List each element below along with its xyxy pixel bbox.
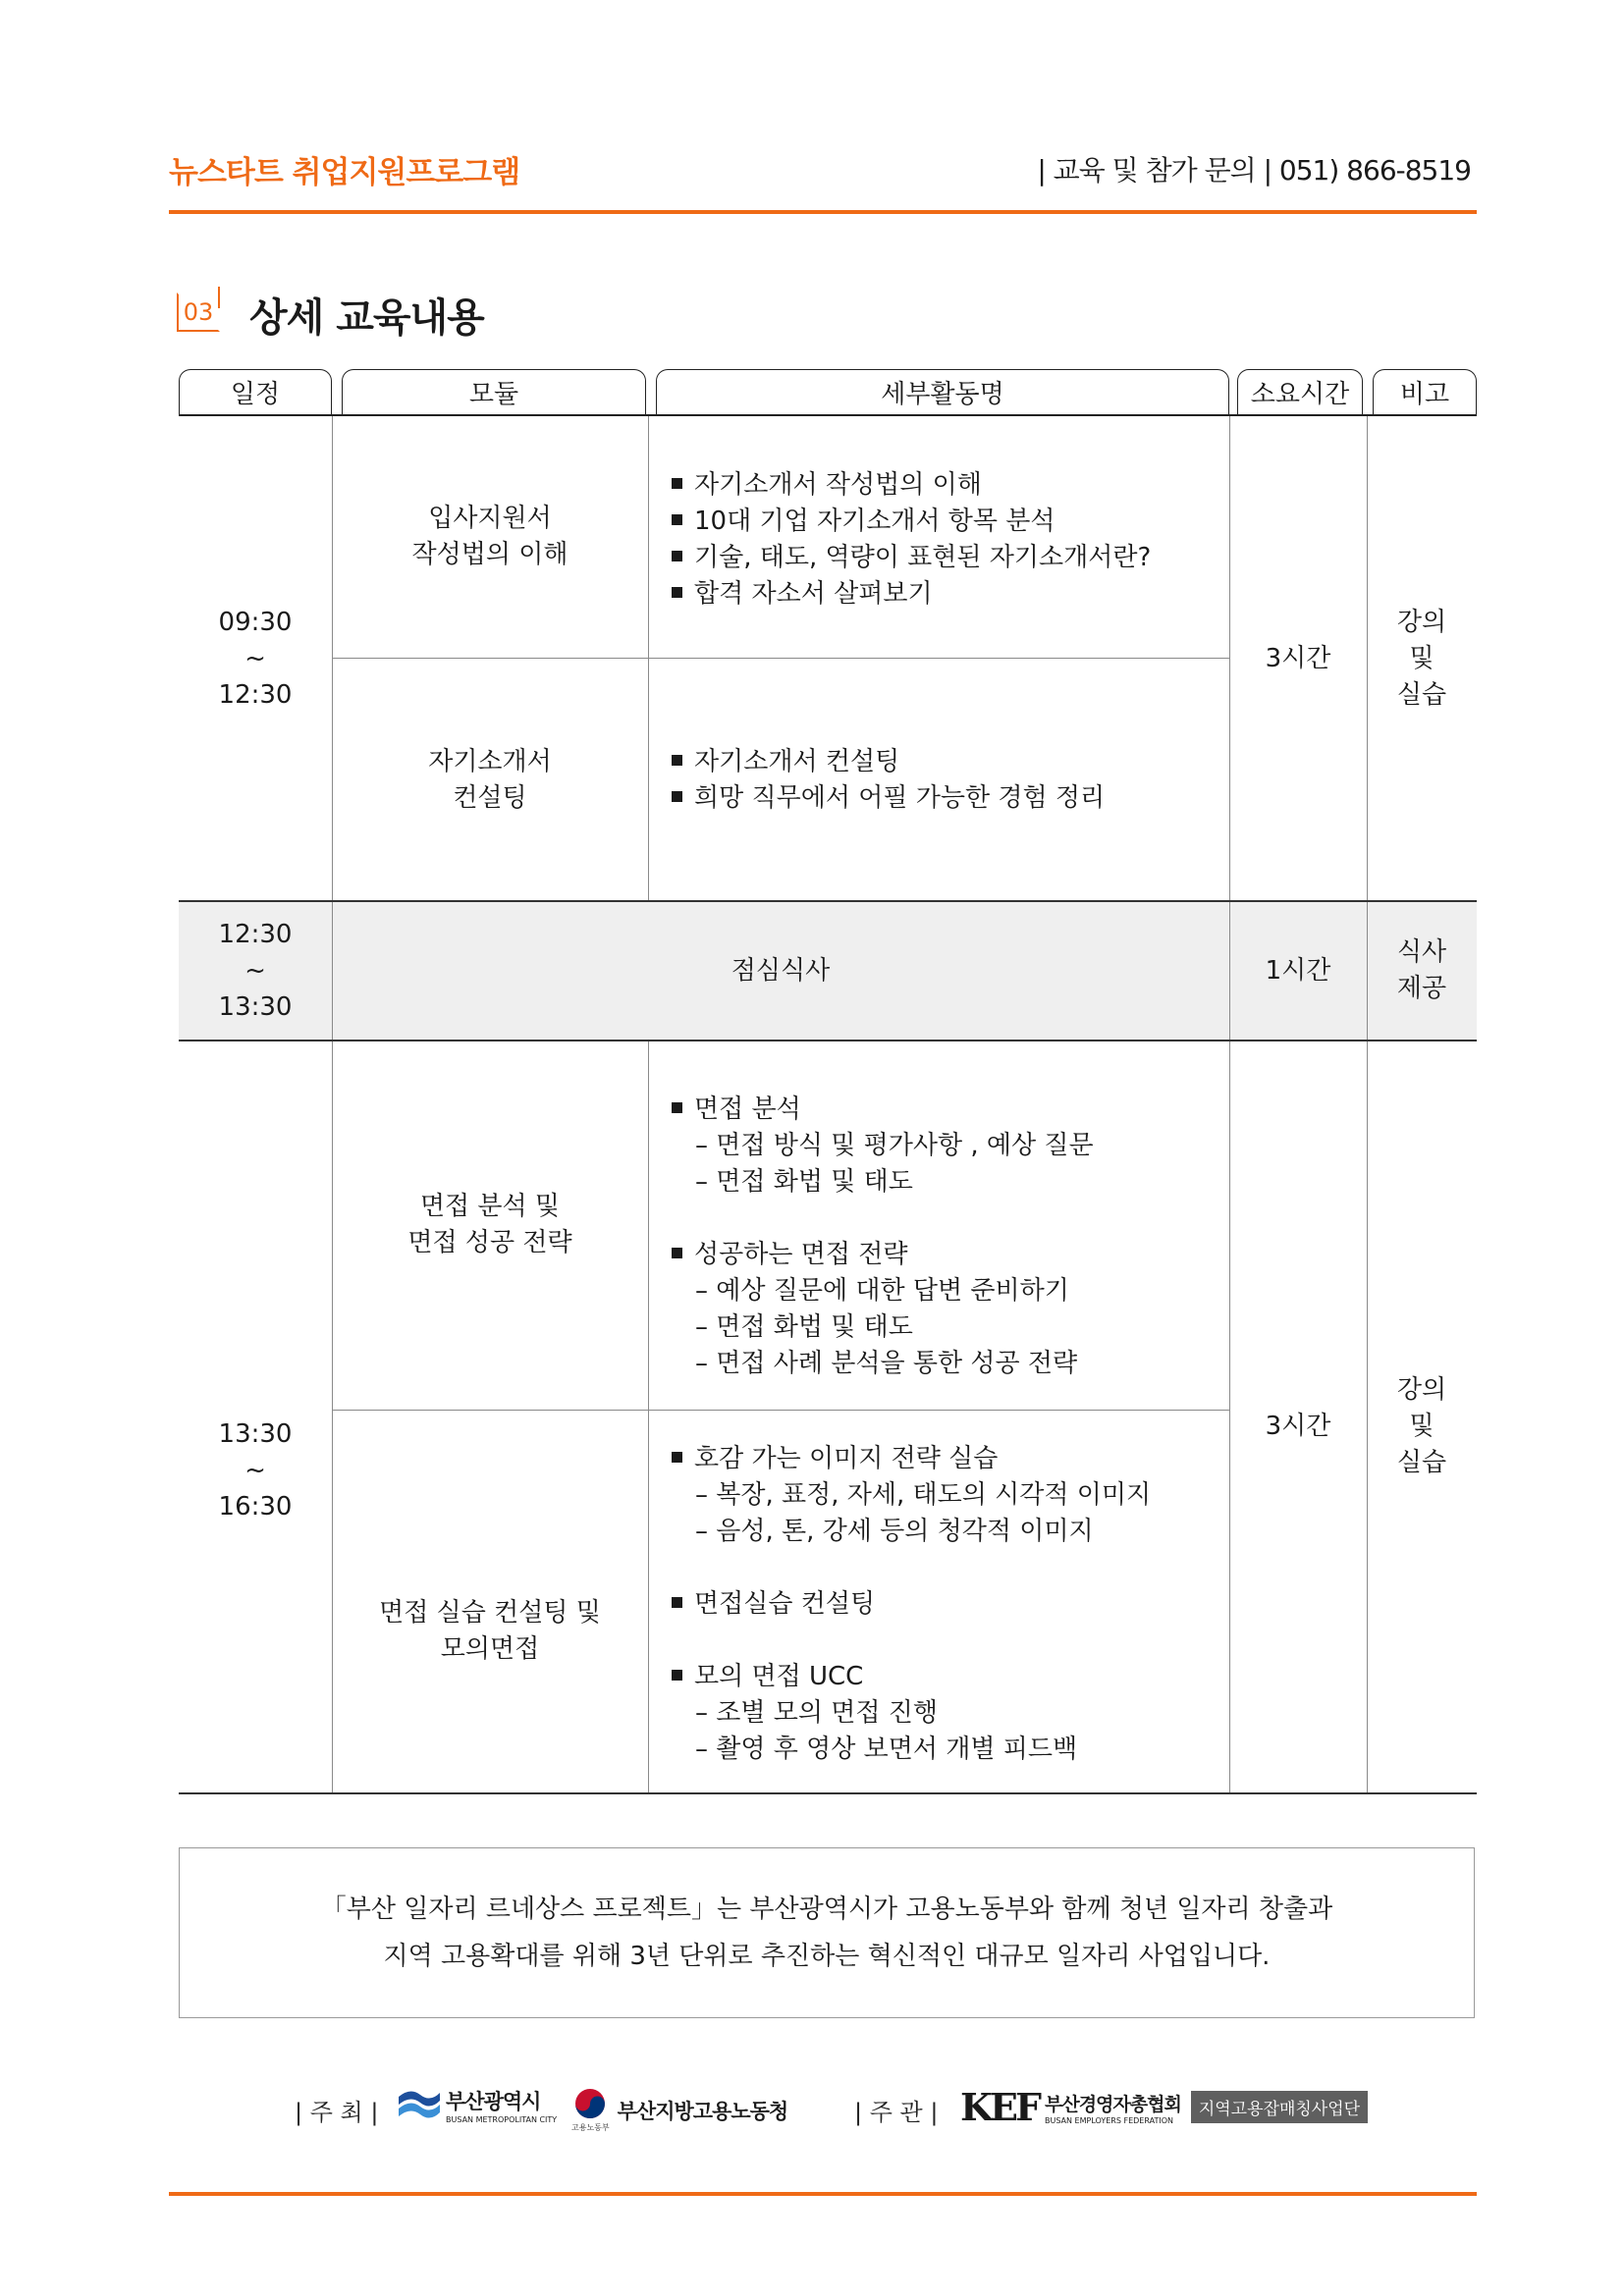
contact-info: | 교육 및 참가 문의 | 051) 866-8519 <box>1037 154 1471 187</box>
square-bullet-icon <box>672 478 682 489</box>
square-bullet-icon <box>672 587 682 598</box>
time-separator: ~ <box>244 643 266 673</box>
activity-text: 모의 면접 UCC <box>694 1662 864 1691</box>
duration-cell: 3시간 <box>1265 643 1331 673</box>
taegeuk-icon <box>573 2087 607 2120</box>
activity-subitem: – 면접 사례 분석을 통한 성공 전략 <box>695 1349 1078 1378</box>
header-schedule: 일정 <box>179 369 332 414</box>
activity-list <box>672 467 1151 613</box>
square-bullet-icon <box>672 1102 682 1113</box>
activity-subitem: – 음성, 톤, 강세 등의 청각적 이미지 <box>695 1517 1094 1546</box>
activity-subitem: – 예상 질문에 대한 답변 준비하기 <box>695 1276 1069 1306</box>
note-line: 실습 <box>1396 679 1447 710</box>
duration-cell: 3시간 <box>1265 1411 1331 1441</box>
activity-item <box>672 576 1151 613</box>
time-start: 09:30 <box>218 607 293 637</box>
notice-line: 지역 고용확대를 위해 3년 단위로 추진하는 혁신적인 대규모 일자리 사업입니다. <box>383 1942 1271 1971</box>
activity-item <box>672 780 1105 817</box>
notice-line: 「부산 일자리 르네상스 프로젝트」는 부산광역시가 고용노동부와 함께 청년 일자리 창출과 <box>320 1895 1333 1924</box>
square-bullet-icon <box>672 755 682 766</box>
note-line: 식사 <box>1396 937 1447 967</box>
busan-city-name: 부산광역시 <box>446 2089 541 2113</box>
square-bullet-icon <box>672 1670 682 1681</box>
activity-subitem: – 면접 화법 및 태도 <box>695 1312 913 1342</box>
labor-ministry-sub: 고용노동부 <box>571 2123 610 2132</box>
note-cell <box>1367 901 1477 1041</box>
square-bullet-icon <box>672 551 682 561</box>
module-cell <box>332 659 648 901</box>
module-name-line: 면접 분석 및 <box>419 1192 561 1221</box>
activity-item <box>672 1441 1151 1477</box>
activity-item <box>672 1586 1151 1623</box>
kef-name: 부산경영자총협회 <box>1044 2093 1181 2115</box>
lunch-activity: 점심식사 <box>731 955 831 986</box>
section-number: 03 <box>177 293 220 332</box>
kef-sub: BUSAN EMPLOYERS FEDERATION <box>1044 2115 1173 2125</box>
square-bullet-icon <box>672 1597 682 1608</box>
time-separator: ~ <box>244 955 266 986</box>
activity-text: 면접실습 컨설팅 <box>694 1589 876 1619</box>
activity-list <box>672 1441 1151 1768</box>
busan-wave-icon <box>397 2085 442 2124</box>
activity-item <box>672 1659 1151 1695</box>
activity-text: 희망 직무에서 어필 가능한 경험 정리 <box>694 783 1106 813</box>
activity-text: 면접 분석 <box>694 1095 801 1124</box>
duration-cell: 1시간 <box>1265 955 1331 986</box>
footer-rule <box>169 2192 1477 2196</box>
activity-text: 기술, 태도, 역량이 표현된 자기소개서란? <box>694 543 1152 572</box>
host-label: | 주 최 | <box>295 2099 379 2126</box>
activity-item <box>672 467 1151 504</box>
note-line: 및 <box>1409 643 1435 673</box>
activity-spacer <box>672 1623 1151 1659</box>
module-name-line: 작성법의 이해 <box>411 540 568 569</box>
module-name-line: 자기소개서 <box>428 746 552 776</box>
activity-spacer <box>672 1201 1094 1237</box>
module-name-line: 면접 성공 전략 <box>407 1228 572 1257</box>
activity-text: 합격 자소서 살펴보기 <box>694 579 933 609</box>
time-start: 13:30 <box>218 1418 293 1449</box>
activity-text: 성공하는 면접 전략 <box>694 1240 908 1269</box>
labor-office-logo <box>571 2087 787 2133</box>
organizer-label: | 주 관 | <box>854 2099 939 2126</box>
module-cell <box>332 1041 648 1410</box>
footer-sponsors <box>295 2085 1361 2144</box>
square-bullet-icon <box>672 791 682 802</box>
activity-subitem: – 면접 방식 및 평가사항 , 예상 질문 <box>695 1131 1094 1160</box>
grid-line <box>648 416 649 901</box>
time-end: 16:30 <box>218 1491 293 1522</box>
note-line: 및 <box>1409 1411 1435 1441</box>
activity-text: 호감 가는 이미지 전략 실습 <box>694 1444 999 1473</box>
busan-city-sub: BUSAN METROPOLITAN CITY <box>446 2114 558 2124</box>
header-rule <box>169 210 1477 214</box>
busan-city-logo <box>397 2085 557 2124</box>
section-title: 상세 교육내용 <box>249 295 484 341</box>
time-start: 12:30 <box>218 919 293 949</box>
activity-subitem: – 조별 모의 면접 진행 <box>695 1698 938 1728</box>
header-duration: 소요시간 <box>1237 369 1363 414</box>
kef-mark: KEF <box>960 2085 1039 2129</box>
grid-line <box>648 1041 649 1794</box>
activity-subitem: – 복장, 표정, 자세, 태도의 시각적 이미지 <box>695 1480 1152 1510</box>
module-name-line: 모의면접 <box>440 1633 540 1664</box>
square-bullet-icon <box>672 1248 682 1258</box>
activity-text: 자기소개서 작성법의 이해 <box>694 470 982 500</box>
note-line: 실습 <box>1396 1447 1447 1477</box>
time-end: 13:30 <box>218 991 293 1022</box>
activity-text: 10대 기업 자기소개서 항목 분석 <box>694 507 1056 536</box>
page-header <box>169 147 1471 198</box>
activity-subitem: – 면접 화법 및 태도 <box>695 1167 913 1197</box>
square-bullet-icon <box>672 514 682 525</box>
activity-item <box>672 540 1151 576</box>
square-bullet-icon <box>672 1452 682 1463</box>
schedule-cell-afternoon <box>179 1041 332 1792</box>
note-line: 제공 <box>1396 974 1447 1003</box>
kef-logo <box>960 2085 1368 2129</box>
activity-item <box>672 744 1105 780</box>
activity-item <box>672 1237 1094 1273</box>
note-cell <box>1367 1041 1477 1792</box>
activity-spacer <box>672 1550 1151 1586</box>
module-name-line: 입사지원서 <box>428 504 552 533</box>
module-cell <box>332 416 648 658</box>
header-module: 모듈 <box>342 369 646 414</box>
activity-list <box>672 1092 1094 1382</box>
activity-item <box>672 1092 1094 1128</box>
module-name-line: 면접 실습 컨설팅 및 <box>379 1597 601 1628</box>
header-activity: 세부활동명 <box>656 369 1229 414</box>
schedule-cell-lunch <box>179 901 332 1041</box>
note-line: 강의 <box>1396 1374 1447 1405</box>
labor-office-name: 부산지방고용노동청 <box>617 2099 788 2123</box>
time-end: 12:30 <box>218 679 293 710</box>
activity-item <box>672 504 1151 540</box>
header-note: 비고 <box>1373 369 1477 414</box>
module-name-line: 컨설팅 <box>453 782 527 813</box>
schedule-cell-morning <box>179 416 332 901</box>
activity-text: 자기소개서 컨설팅 <box>694 747 900 776</box>
kef-badge: 지역고용잡매칭사업단 <box>1191 2091 1368 2123</box>
note-cell <box>1367 416 1477 901</box>
activity-subitem: – 촬영 후 영상 보면서 개별 피드백 <box>695 1735 1078 1764</box>
module-cell <box>332 1411 648 1792</box>
time-separator: ~ <box>244 1455 266 1485</box>
project-notice <box>179 1847 1475 2018</box>
table-bottom-line <box>179 1792 1477 1794</box>
program-title: 뉴스타트 취업지원프로그램 <box>169 155 520 190</box>
note-line: 강의 <box>1396 607 1447 637</box>
activity-list <box>672 744 1105 817</box>
